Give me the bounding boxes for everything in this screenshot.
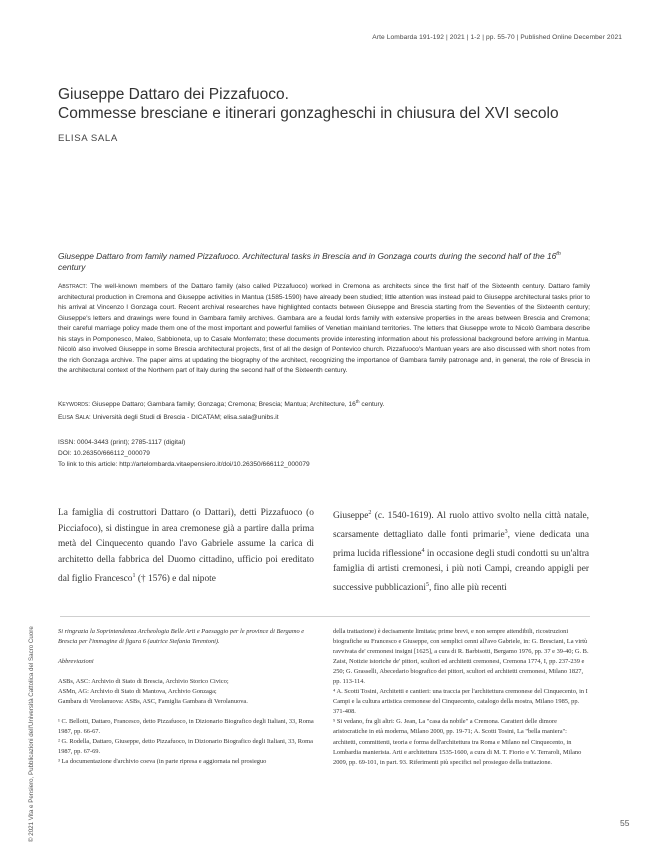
footnote-ref[interactable]: 2 <box>368 510 372 516</box>
journal-header: Arte Lombarda 191-192 | 2021 | 1-2 | pp. 55-70 | Published Online December 2021 <box>372 34 622 41</box>
abstract-text: The well-known members of the Dattaro family (also called Pizzafuoco) worked in Cremona as architects since the first half of the Sixteenth century. Dattaro family architectural production in Cremona and Giuseppe activities in Mantua (1585-1590) have already been studied; little attention was instead paid to Giuseppe architectural tasks prior to his arrival at Vincenzo I Gonzaga court. Recent archival researches have highlighted contacts between Giuseppe and Brescia starting from the Seventies of the Sixteenth century; Giuseppe's letters and drawings were found in Gambara family archives. Gambara are a feudal lords family with extensive properties in the areas between Brescia and Cremona; their careful marriage policy made them one of the most important and powerful families of Venetian mainland territories. The letters that Giuseppe wrote to Nicolò Gambara describe his stays in Pomponesco, Maleo, Sabbioneta, up to Casale Monferrato; these documents provide interesting information about his professional background before arriving in Mantua. Nicolò also involved Giuseppe in some Brescia architectural projects, first of all the design of Pontevico church. Pizzafuoco's Mantuan years are also discussed with short notes from the rich Gonzaga archive. The paper aims at updating the biography of the architect, recognizing the importance of Gambara family patronage and, in general, the role of Brescia in the architectural context of the Northern part of Italy during the second half of the Sixteenth century. <box>58 283 590 375</box>
abstract <box>58 282 590 377</box>
affiliation-text: Università degli Studi di Brescia - DICATAM; elisa.sala@unibs.it <box>90 414 279 421</box>
footnote-ref[interactable]: 3 <box>504 528 508 535</box>
english-title-text: Giuseppe Dattaro from family named Pizzafuoco. Architectural tasks in Brescia and in Gonzaga courts during the second half of the 16 <box>58 250 557 261</box>
body-text: (c. 1540-1619). Al ruolo attivo svolto nella città natale, scarsamente dettagliato dalle fonti primarie <box>333 511 589 540</box>
footnotes-right <box>333 627 589 768</box>
doi-line: DOI: 10.26350/666112_000079 <box>58 450 150 457</box>
footnotes-left <box>58 627 314 768</box>
body-column-right <box>333 506 589 597</box>
body-text: La famiglia di costruttori Dattaro (o Dattari), detti Pizzafuoco (o Picciafoco), si distingue in area cremonese già a partire dalla prima metà del Cinquecento quando l'avo Gabriele assume la carica di architetto della fabbrica del Duomo cittadino, ufficio poi ereditato dal figlio Francesco <box>58 508 314 584</box>
page-number: 55 <box>620 818 630 828</box>
keywords-sup: th <box>355 399 360 404</box>
body-text: († 1576) e dal nipote <box>135 573 216 584</box>
english-title-end: century <box>58 261 86 272</box>
keywords-text: Giuseppe Dattaro; Gambara family; Gonzaga; Cremona; Brescia; Mantua; Architecture, 16 <box>90 401 356 409</box>
footnote-1: ¹ C. Bellotti, Dattaro, Francesco, detto Pizzafuoco, in Dizionario Biografico degli Italiani, 33, Roma 1987, pp. 66-67. <box>58 718 314 736</box>
footnote-divider <box>60 616 590 617</box>
copyright-vertical-text: © 2021 Vita e Pensiero, Pubblicazioni dell'Università Cattolica del Sacro Cuore <box>28 626 35 842</box>
article-link[interactable]: To link to this article: http://artelombarda.vitaepensiero.it/doi/10.26350/666112_000079 <box>58 461 310 468</box>
acknowledgement: Si ringrazia la Soprintendenza Archeologia Belle Arti e Paesaggio per le province di Bergamo e Brescia per l'immagine di figura 6 (autrice Stefania Terentoni). <box>58 628 305 646</box>
abbreviation-item: ASMn, AG: Archivio di Stato di Mantova, Archivio Gonzaga; <box>58 688 217 696</box>
footnote-ref[interactable]: 4 <box>421 547 425 554</box>
keywords-label: Keywords: <box>58 401 91 409</box>
abbreviation-item: ASBs, ASC: Archivio di Stato di Brescia, Archivio Storico Civico; <box>58 678 229 686</box>
body-text: , viene dedicata una prima lucida riflessione <box>333 529 589 559</box>
footnote-5: ⁵ Si vedano, fra gli altri: G. Jean, La "casa da nobile" a Cremona. Caratteri delle dimore aristocratiche in età moderna, Milano 2000, pp. 19-71; A. Scotti Tosini, La "bella maniera": architetti, committenti, teoria e forma dell'architettura tra Roma e Milano nel Cinquecento, in Lombardia manierista. Arti e architettura 1535-1600, a cura di M. T. Fiorio e V. Terraroli, Milano 2009, pp. 69-101, in part. 93. Riferimenti più specifici nel prosieguo della trattazione. <box>333 718 582 766</box>
footnote-4: ⁴ A. Scotti Tosini, Architetti e cantieri: una traccia per l'architettura cremonese del Cinquecento, in I Campi e la cultura artistica cremonese del Cinquecento, catalogo della mostra, Milano 1985, pp. 371-408. <box>333 688 588 716</box>
footnote-3-continued: della trattazione) è decisamente limitata; prime brevi, e non sempre attendibili, ricostruzioni biografiche su Francesco e Giuseppe, con semplici cenni all'avo Gabriele, in: G. Bresciani, La virtù ravvivata de' cremonesi insigni [1625], a cura di R. Barbisotti, Bergamo 1976, pp. 37 e 39-40; G. B. Zaist, Notizie istoriche de' pittori, scultori ed architetti cremonesi, Cremona 1774, I, pp. 237-239 e 250; G. Grasselli, Abecedario biografico dei pittori, scultori ed architetti cremonesi, Milano 1827, pp. 113-114. <box>333 628 589 686</box>
abbreviations-title: Abbreviazioni <box>58 658 94 666</box>
affiliation-name: Elisa Sala: <box>58 414 91 421</box>
footnote-ref[interactable]: 1 <box>132 572 136 579</box>
keywords-end: century. <box>359 401 385 409</box>
article-title-line-2: Commesse bresciane e itinerari gonzagheschi in chiusura del XVI secolo <box>58 105 559 122</box>
affiliation <box>58 414 590 421</box>
author-name: ELISA SALA <box>58 133 118 144</box>
keywords <box>58 399 590 408</box>
body-text: , fino alle più recenti <box>428 583 507 594</box>
footnote-2: ² G. Rodella, Dattaro, Giuseppe, detto Pizzafuoco, in Dizionario Biografico degli Italiani, 33, Roma 1987, pp. 67-69. <box>58 738 313 756</box>
english-title <box>58 249 590 273</box>
english-title-sup: th <box>556 251 561 257</box>
body-text: in occasione degli studi condotti su un'altra famiglia di artisti cremonesi, i più noti Campi, creando appigli per successive pubblicazioni <box>333 548 589 594</box>
footnote-3: ³ La documentazione d'archivio coeva (in parte ripresa e aggiornata nel prosieguo <box>58 758 267 766</box>
body-text: Giuseppe <box>333 511 369 522</box>
abstract-label: Abstract: <box>58 283 88 290</box>
body-column-left <box>58 506 314 588</box>
footnote-ref[interactable]: 5 <box>425 582 429 589</box>
issn-line: ISSN: 0004-3443 (print); 2785-1117 (digital) <box>58 439 186 446</box>
abbreviation-item: Gambara di Verolanuova: ASBs, ASC, Famiglia Gambara di Verolanuova. <box>58 698 248 706</box>
article-title-line-1: Giuseppe Dattaro dei Pizzafuoco. <box>58 86 289 103</box>
